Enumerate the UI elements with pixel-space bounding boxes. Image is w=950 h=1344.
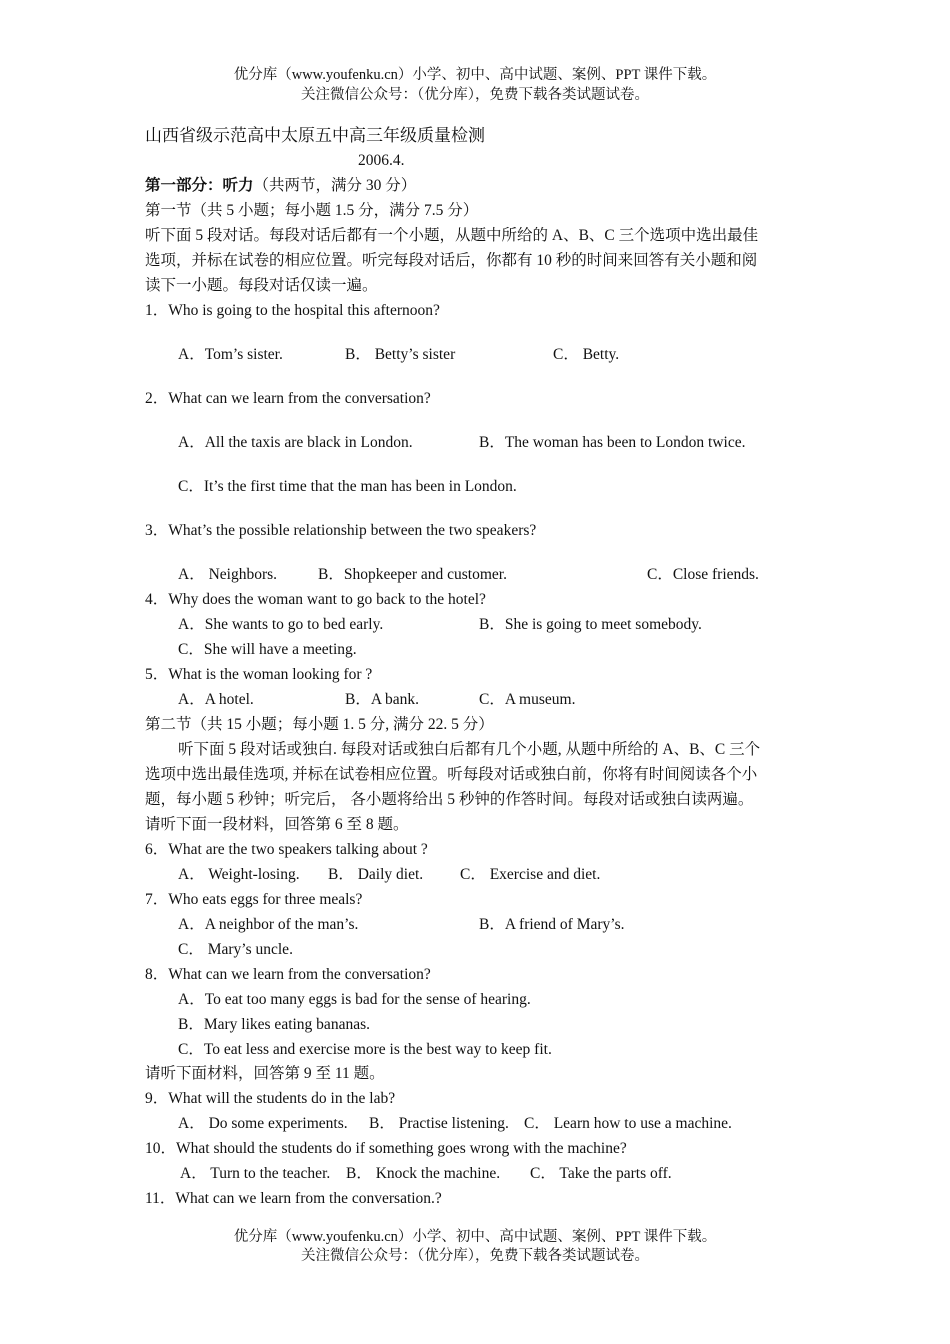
part1-heading-rest: （共两节，满分 30 分） bbox=[253, 177, 417, 194]
question-2-stem: 2．What can we learn from the conversation? bbox=[145, 390, 431, 407]
section2-instructions-line: 听下面 5 段对话或独白. 每段对话或独白后都有几个小题, 从题中所给的 A、B、C 三个 bbox=[178, 741, 761, 758]
section1-instructions-line: 读下一小题。每段对话仅读一遍。 bbox=[145, 277, 378, 294]
question-10-option-b: B． Knock the machine. bbox=[346, 1165, 501, 1182]
question-10-stem: 10．What should the students do if something goes wrong with the machine? bbox=[145, 1140, 627, 1157]
question-2-option-b: B．The woman has been to London twice. bbox=[479, 434, 746, 451]
question-4-option-c: C．She will have a meeting. bbox=[178, 641, 357, 658]
question-4-option-b: B．She is going to meet somebody. bbox=[479, 616, 702, 633]
question-7-option-c: C． Mary’s uncle. bbox=[178, 941, 293, 958]
question-1-option-b: B． Betty’s sister bbox=[345, 346, 456, 363]
footer-line-2: 关注微信公众号：（优分库），免费下载各类试题试卷。 bbox=[301, 1248, 649, 1264]
section2-material-2: 请听下面材料，回答第 9 至 11 题。 bbox=[145, 1065, 385, 1082]
question-8-stem: 8．What can we learn from the conversation? bbox=[145, 966, 431, 983]
page-title: 山西省级示范高中太原五中高三年级质量检测 bbox=[145, 126, 485, 145]
question-1-option-a: A．Tom’s sister. bbox=[178, 346, 283, 363]
section1-heading: 第一节（共 5 小题；每小题 1.5 分，满分 7.5 分） bbox=[145, 202, 479, 219]
question-10-option-c: C． Take the parts off. bbox=[530, 1165, 672, 1182]
section1-instructions-line: 听下面 5 段对话。每段对话后都有一个小题，从题中所给的 A、B、C 三个选项中选出最佳 bbox=[145, 227, 759, 244]
question-7-option-b: B．A friend of Mary’s. bbox=[479, 916, 625, 933]
question-9-option-a: A． Do some experiments. bbox=[178, 1115, 348, 1132]
question-5-option-c: C．A museum. bbox=[479, 691, 576, 708]
question-3-option-b: B．Shopkeeper and customer. bbox=[318, 566, 507, 583]
question-4-stem: 4．Why does the woman want to go back to the hotel? bbox=[145, 591, 486, 608]
question-9-option-b: B． Practise listening. bbox=[369, 1115, 509, 1132]
section1-instructions-line: 选项，并标在试卷的相应位置。听完每段对话后，你都有 10 秒的时间来回答有关小题和阅 bbox=[145, 252, 758, 269]
question-10-option-a: A． Turn to the teacher. bbox=[180, 1165, 331, 1182]
question-8-option-a: A．To eat too many eggs is bad for the sense of hearing. bbox=[178, 991, 531, 1008]
question-6-option-b: B． Daily diet. bbox=[328, 866, 424, 883]
question-11-stem: 11．What can we learn from the conversation.? bbox=[145, 1190, 442, 1207]
question-3-option-a: A． Neighbors. bbox=[178, 566, 278, 583]
question-7-option-a: A．A neighbor of the man’s. bbox=[178, 916, 359, 933]
question-9-stem: 9．What will the students do in the lab? bbox=[145, 1090, 396, 1107]
question-6-option-c: C． Exercise and diet. bbox=[460, 866, 601, 883]
header-line-1: 优分库（www.youfenku.cn）小学、初中、高中试题、案例、PPT 课件下载。 bbox=[233, 67, 717, 83]
question-8-option-c: C．To eat less and exercise more is the best way to keep fit. bbox=[178, 1041, 552, 1058]
question-2-option-c: C．It’s the first time that the man has been in London. bbox=[178, 478, 517, 495]
question-1-stem: 1．Who is going to the hospital this afternoon? bbox=[145, 302, 440, 319]
question-3-option-c: C．Close friends. bbox=[647, 566, 759, 583]
question-6-option-a: A． Weight-losing. bbox=[178, 866, 300, 883]
section2-heading: 第二节（共 15 小题；每小题 1. 5 分, 满分 22. 5 分） bbox=[145, 716, 494, 733]
question-6-stem: 6．What are the two speakers talking about ? bbox=[145, 841, 428, 858]
question-3-stem: 3．What’s the possible relationship between the two speakers? bbox=[145, 522, 537, 539]
exam-date: 2006.4. bbox=[358, 152, 405, 169]
question-7-stem: 7．Who eats eggs for three meals? bbox=[145, 891, 363, 908]
question-4-option-a: A．She wants to go to bed early. bbox=[178, 616, 384, 633]
section2-material-1: 请听下面一段材料，回答第 6 至 8 题。 bbox=[145, 816, 409, 833]
section2-instructions-line: 选项中选出最佳选项, 并标在试卷相应位置。听每段对话或独白前，你将有时间阅读各个小 bbox=[145, 766, 758, 783]
question-8-option-b: B．Mary likes eating bananas. bbox=[178, 1016, 370, 1033]
question-9-option-c: C． Learn how to use a machine. bbox=[524, 1115, 732, 1132]
header-line-2: 关注微信公众号：（优分库），免费下载各类试题试卷。 bbox=[301, 87, 649, 103]
part1-heading-bold: 第一部分：听力 bbox=[145, 177, 254, 194]
section2-instructions-line: 题，每小题 5 秒钟；听完后， 各小题将给出 5 秒钟的作答时间。每段对话或独白读两遍。 bbox=[145, 791, 754, 808]
question-1-option-c: C． Betty. bbox=[553, 346, 620, 363]
question-5-stem: 5．What is the woman looking for ? bbox=[145, 666, 373, 683]
footer-line-1: 优分库（www.youfenku.cn）小学、初中、高中试题、案例、PPT 课件下载。 bbox=[233, 1229, 717, 1245]
question-5-option-b: B．A bank. bbox=[345, 691, 420, 708]
question-5-option-a: A．A hotel. bbox=[178, 691, 254, 708]
part1-heading bbox=[145, 175, 416, 197]
question-2-option-a: A．All the taxis are black in London. bbox=[178, 434, 413, 451]
